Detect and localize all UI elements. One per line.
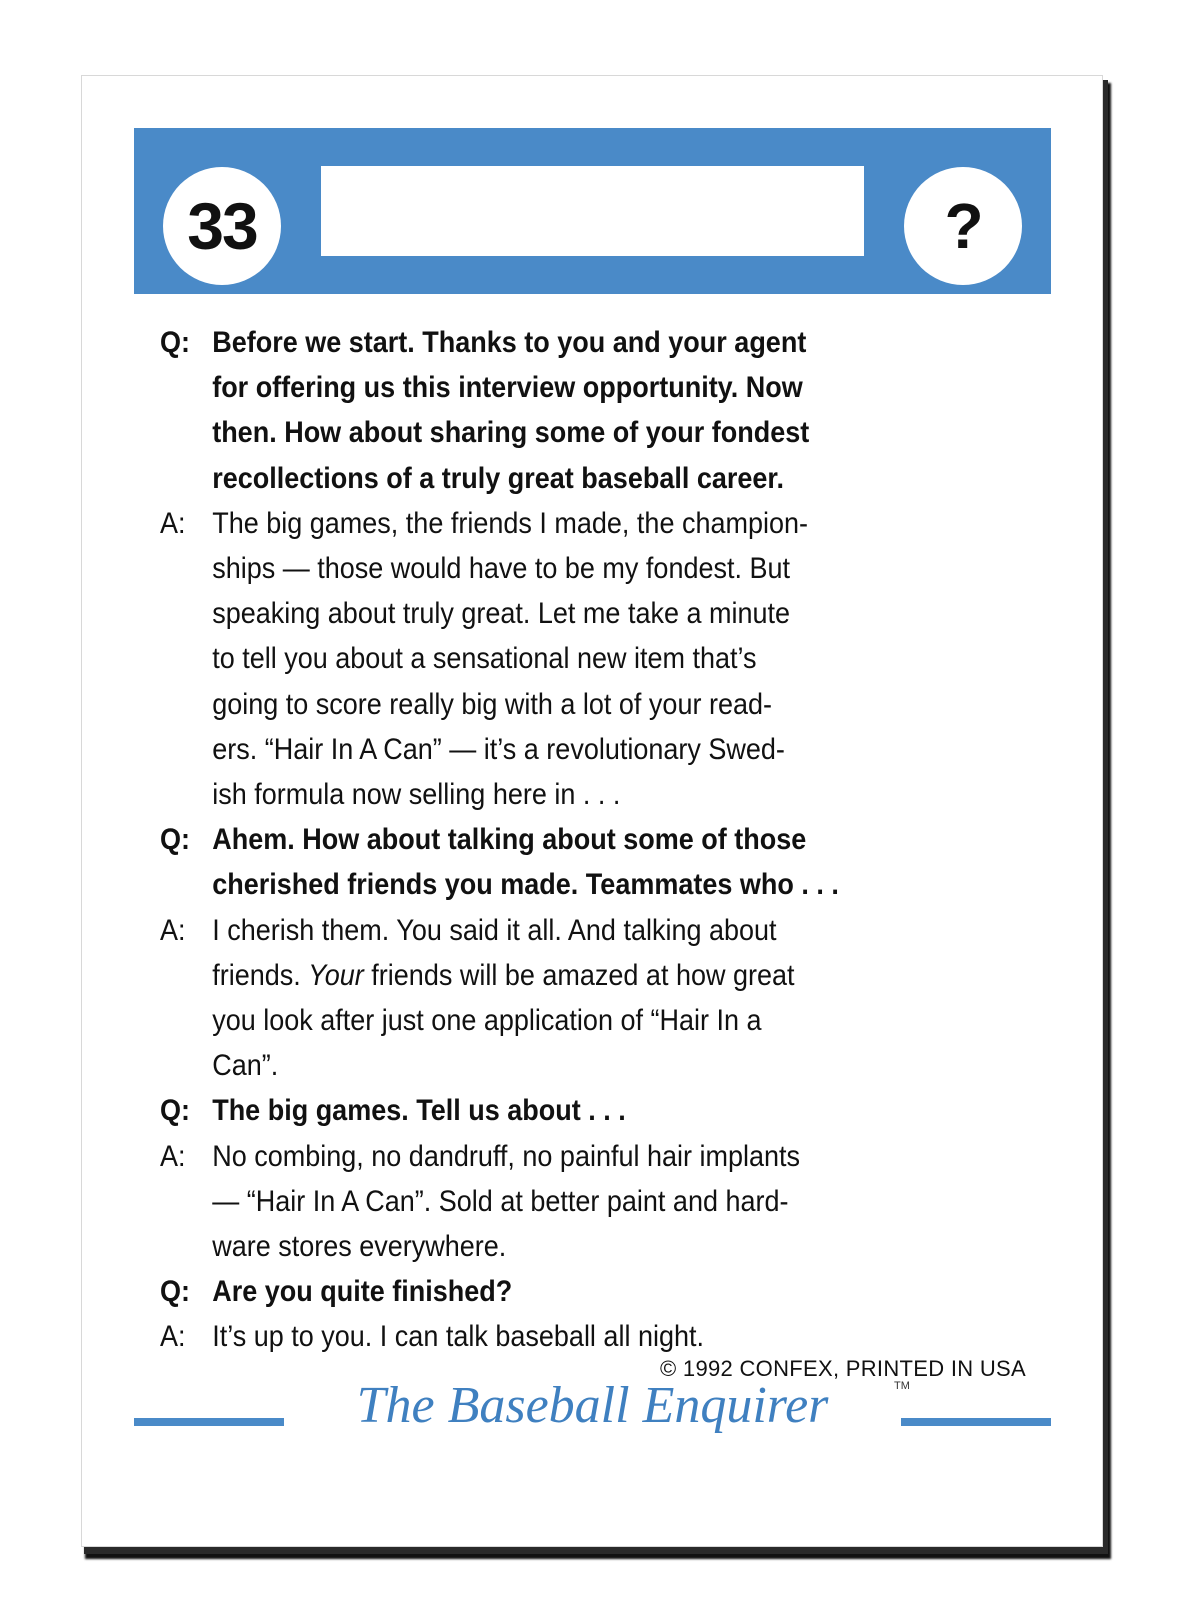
answer-text: I cherish them. You said it all. And talking about friends. Your friends will be amazed at how great you look after just one application of “Hair In a Can”. (212, 913, 795, 1083)
question-2 (160, 817, 943, 907)
question-text: Before we start. Thanks to you and your agent for offering us this interview opportunity. Now then. How about sharing some of your fondest recollections of a truly great baseball career. (212, 326, 810, 495)
player-name-box (321, 166, 864, 256)
question-tag: Q: (160, 1275, 190, 1309)
question-text: Ahem. How about talking about some of those cherished friends you made. Teammates who . . . (212, 823, 839, 902)
answer-3 (160, 1134, 943, 1270)
answer-text: The big games, the friends I made, the champion- ships — those would have to be my fondest. But speaking about truly great. Let me take a minute to tell you about a sensational new item that’s going to score really big with a lot of your read- ers. “Hair In A Can” — it’s a revolutionary Swed- ish formula now selling here in . . . (212, 506, 809, 812)
brand-footer (134, 1376, 1051, 1446)
answer-text: It’s up to you. I can talk baseball all night. (212, 1320, 705, 1354)
footer-rule-left (134, 1418, 284, 1426)
answer-4 (160, 1314, 943, 1359)
mystery-badge: ? (904, 167, 1022, 285)
emphasis-your: Your (308, 958, 364, 992)
interview-text (160, 320, 943, 1360)
answer-tag: A: (160, 506, 186, 540)
answer-1 (160, 501, 943, 817)
answer-tag: A: (160, 913, 186, 947)
header-band (134, 128, 1051, 294)
footer-rule-right (901, 1418, 1051, 1426)
question-tag: Q: (160, 326, 190, 359)
question-1 (160, 320, 943, 501)
question-4 (160, 1269, 943, 1314)
answer-text: No combing, no dandruff, no painful hair implants — “Hair In A Can”. Sold at better paint and hard- ware stores everywhere. (212, 1139, 801, 1264)
question-text: The big games. Tell us about . . . (212, 1094, 626, 1128)
answer-2 (160, 908, 943, 1089)
trademark-mark: TM (894, 1380, 910, 1392)
question-tag: Q: (160, 1094, 190, 1128)
question-text: Are you quite finished? (212, 1275, 513, 1309)
trading-card-back (82, 76, 1102, 1546)
brand-logo: The Baseball Enquirer (356, 1377, 829, 1434)
question-tag: Q: (160, 823, 190, 857)
copyright-notice: © 1992 CONFEX, PRINTED IN USA (660, 1356, 1026, 1381)
answer-tag: A: (160, 1139, 186, 1173)
card-number-badge: 33 (163, 167, 281, 285)
answer-tag: A: (160, 1320, 186, 1354)
question-3 (160, 1088, 943, 1133)
